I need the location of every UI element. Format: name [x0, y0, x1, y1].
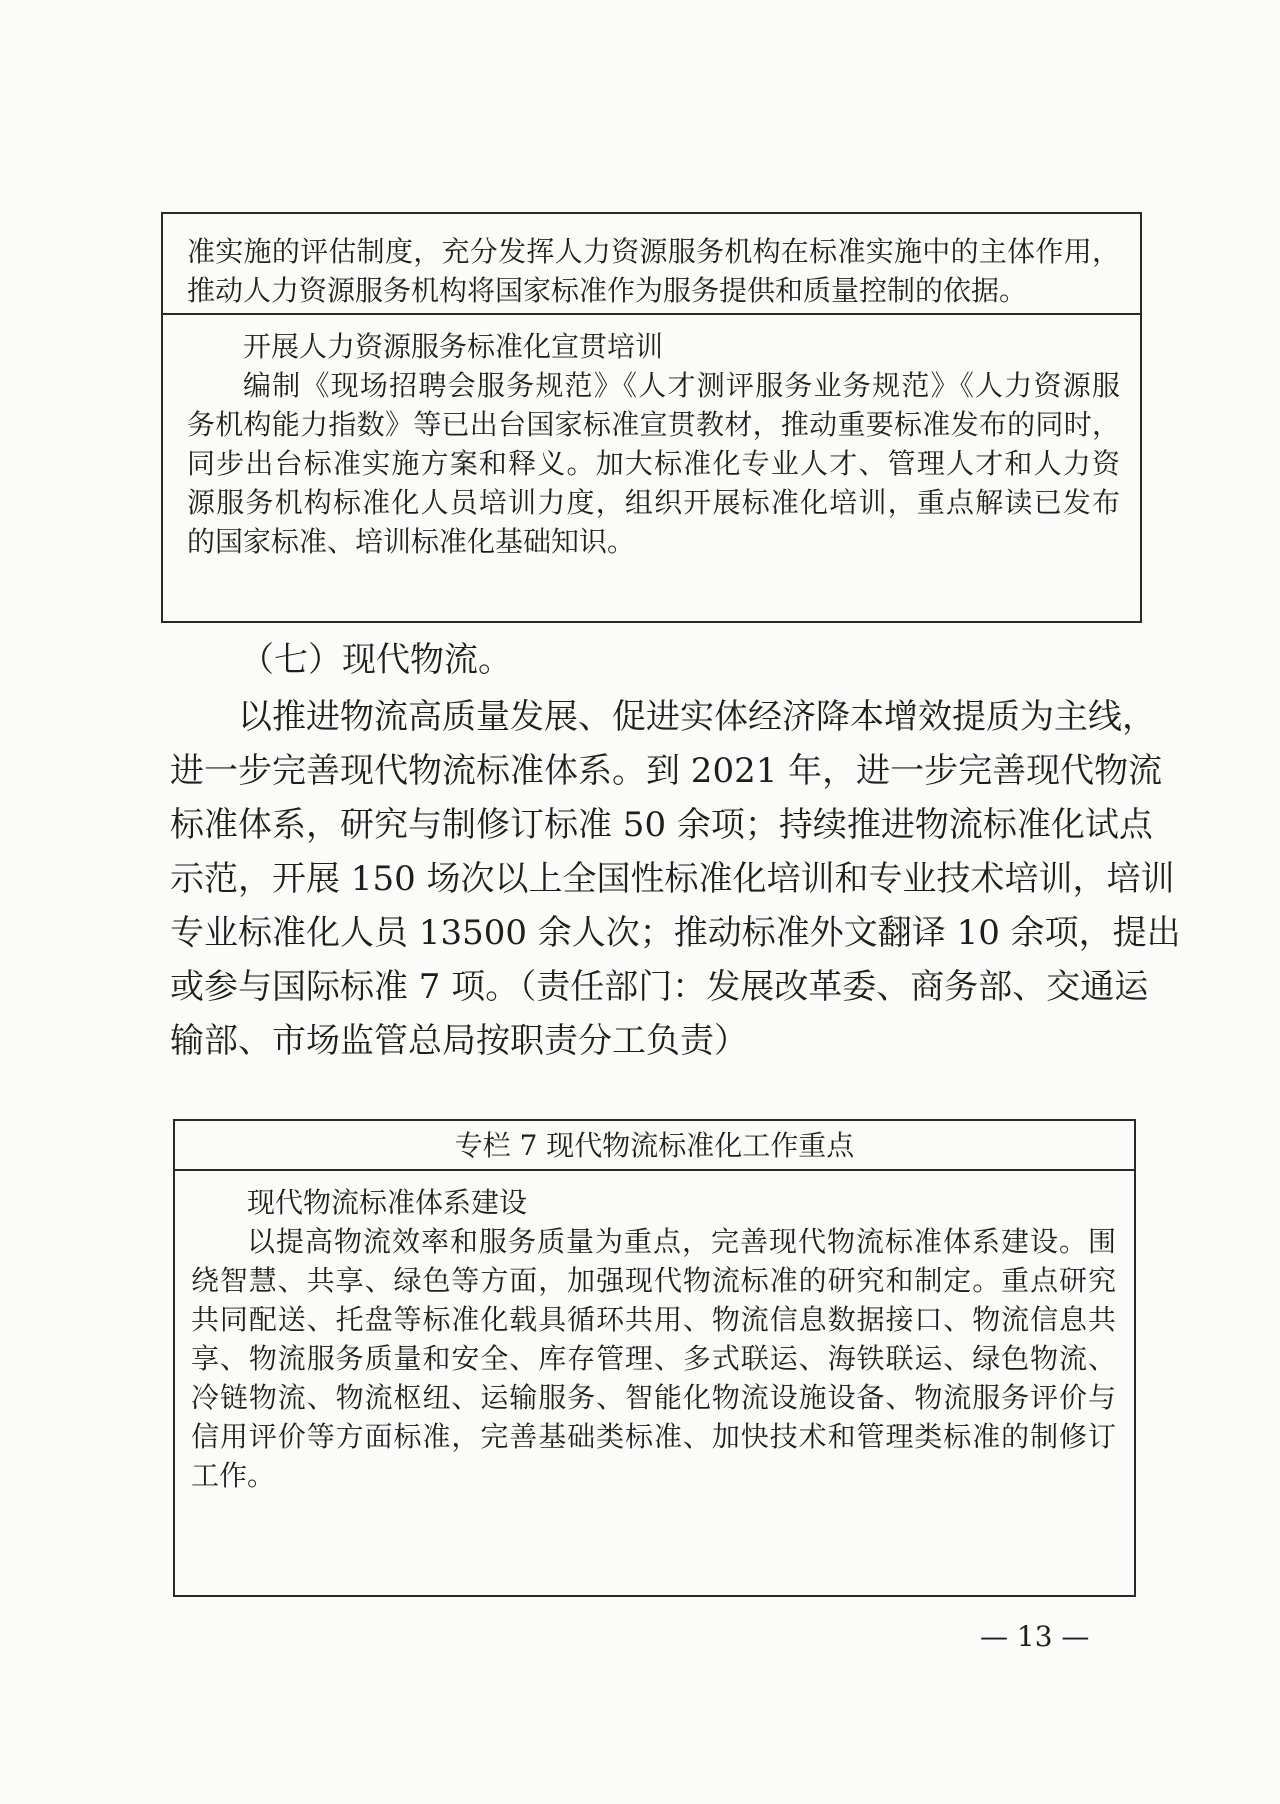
- box-text-line: 冷链物流、物流枢纽、运输服务、智能化物流设施设备、物流服务评价与: [191, 1381, 1116, 1414]
- box-text-line: 源服务机构标准化人员培训力度，组织开展标准化培训，重点解读已发布: [187, 486, 1120, 519]
- column-title: 专栏 7 现代物流标准化工作重点: [175, 1121, 1134, 1171]
- box-text-line: 共同配送、托盘等标准化载具循环共用、物流信息数据接口、物流信息共: [191, 1303, 1116, 1336]
- section-heading: （七）现代物流。: [240, 640, 512, 680]
- paragraph-line: 示范，开展 150 场次以上全国性标准化培训和专业技术培训，培训: [170, 859, 1175, 899]
- box-text-line: 务机构能力指数》等已出台国家标准宣贯教材，推动重要标准发布的同时，: [187, 408, 1120, 441]
- box-text-line: 同步出台标准实施方案和释义。加大标准化专业人才、管理人才和人力资: [187, 447, 1120, 480]
- paragraph-line: 标准体系，研究与制修订标准 50 余项；持续推进物流标准化试点: [170, 805, 1153, 845]
- paragraph-line: 专业标准化人员 13500 余人次；推动标准外文翻译 10 余项，提出: [170, 913, 1181, 953]
- column-box-hr: [161, 212, 1142, 623]
- box-text-line: 的国家标准、培训标准化基础知识。: [187, 525, 636, 558]
- box-text-line: 信用评价等方面标准，完善基础类标准、加快技术和管理类标准的制修订: [191, 1420, 1116, 1453]
- box-text-line: 编制《现场招聘会服务规范》《人才测评服务业务规范》《人力资源服: [243, 369, 1120, 402]
- box-cell-standard-implementation: [163, 214, 1140, 315]
- box-cell-training: [163, 315, 1140, 561]
- paragraph-line: 以推进物流高质量发展、促进实体经济降本增效提质为主线，: [238, 697, 1156, 737]
- box-text-line: 推动人力资源服务机构将国家标准作为服务提供和质量控制的依据。: [187, 274, 1028, 307]
- paragraph-line: 或参与国际标准 7 项。（责任部门：发展改革委、商务部、交通运: [170, 967, 1149, 1007]
- paragraph-line: 输部、市场监管总局按职责分工负责）: [170, 1021, 748, 1061]
- body-paragraph: [170, 690, 1181, 1068]
- paragraph-line: 进一步完善现代物流标准体系。到 2021 年，进一步完善现代物流: [170, 751, 1163, 791]
- box-cell-logistics-system: [175, 1171, 1134, 1495]
- column-box-logistics: [173, 1119, 1136, 1597]
- page-number: — 13 —: [980, 1620, 1090, 1653]
- box-text-line: 享、物流服务质量和安全、库存管理、多式联运、海铁联运、绿色物流、: [191, 1342, 1116, 1375]
- box-subtitle: 开展人力资源服务标准化宣贯培训: [243, 330, 664, 363]
- box-text-line: 工作。: [191, 1459, 276, 1492]
- box-text-line: 准实施的评估制度，充分发挥人力资源服务机构在标准实施中的主体作用，: [187, 235, 1120, 268]
- box-text-line: 绕智慧、共享、绿色等方面，加强现代物流标准的研究和制定。重点研究: [191, 1264, 1116, 1297]
- box-subtitle: 现代物流标准体系建设: [247, 1186, 528, 1219]
- box-text-line: 以提高物流效率和服务质量为重点，完善现代物流标准体系建设。围: [247, 1225, 1116, 1258]
